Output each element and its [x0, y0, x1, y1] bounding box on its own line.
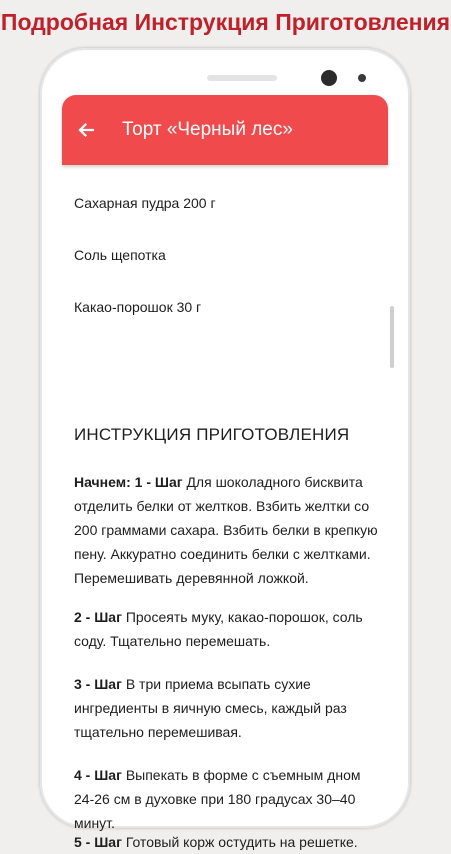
phone-speaker: [207, 75, 277, 81]
step-text: Выпекать в форме с съемным дном 24-26 см в духовке при 180 градусах 30–40 минут.: [74, 767, 361, 831]
step-item: [74, 672, 382, 744]
page-banner-title: Подробная Инструкция Приготовления: [0, 8, 451, 35]
back-button[interactable]: [64, 95, 108, 165]
step-item: [74, 605, 382, 653]
step-label: Начнем: 1 - Шаг: [74, 474, 183, 490]
phone-side-button: [390, 306, 394, 368]
app-bar: [62, 95, 388, 165]
ingredient-item: Сахарная пудра 200 г: [74, 195, 216, 211]
step-label: 5 - Шаг: [74, 834, 122, 850]
app-screen: [62, 95, 388, 850]
ingredient-item: Какао-порошок 30 г: [74, 299, 202, 315]
phone-camera: [321, 70, 337, 86]
step-text: Для шоколадного бисквита отделить белки от желтков. Взбить желтки со 200 граммами сахара. Взбить белки в крепкую пену. Аккуратно соединить белки с желтками. Перемешивать деревянной ложкой.: [74, 474, 378, 586]
step-item: [74, 470, 382, 590]
step-text: Готовый корж остудить на решетке.: [125, 834, 358, 850]
step-text: В три приема всыпать сухие ингредиенты в яичную смесь, каждый раз тщательно перемешивая.: [74, 676, 347, 740]
step-label: 3 - Шаг: [74, 676, 122, 692]
step-item: [74, 830, 382, 854]
ingredient-item: Соль щепотка: [74, 247, 166, 263]
step-text: Просеять муку, какао-порошок, соль соду. Тщательно перемешать.: [74, 609, 363, 649]
instructions-heading: ИНСТРУКЦИЯ ПРИГОТОВЛЕНИЯ: [74, 425, 350, 444]
step-label: 4 - Шаг: [74, 767, 122, 783]
arrow-left-icon: [76, 120, 96, 140]
app-title: Торт «Черный лес»: [122, 119, 293, 140]
step-item: [74, 763, 382, 835]
phone-sensor: [358, 74, 366, 82]
step-label: 2 - Шаг: [74, 609, 122, 625]
